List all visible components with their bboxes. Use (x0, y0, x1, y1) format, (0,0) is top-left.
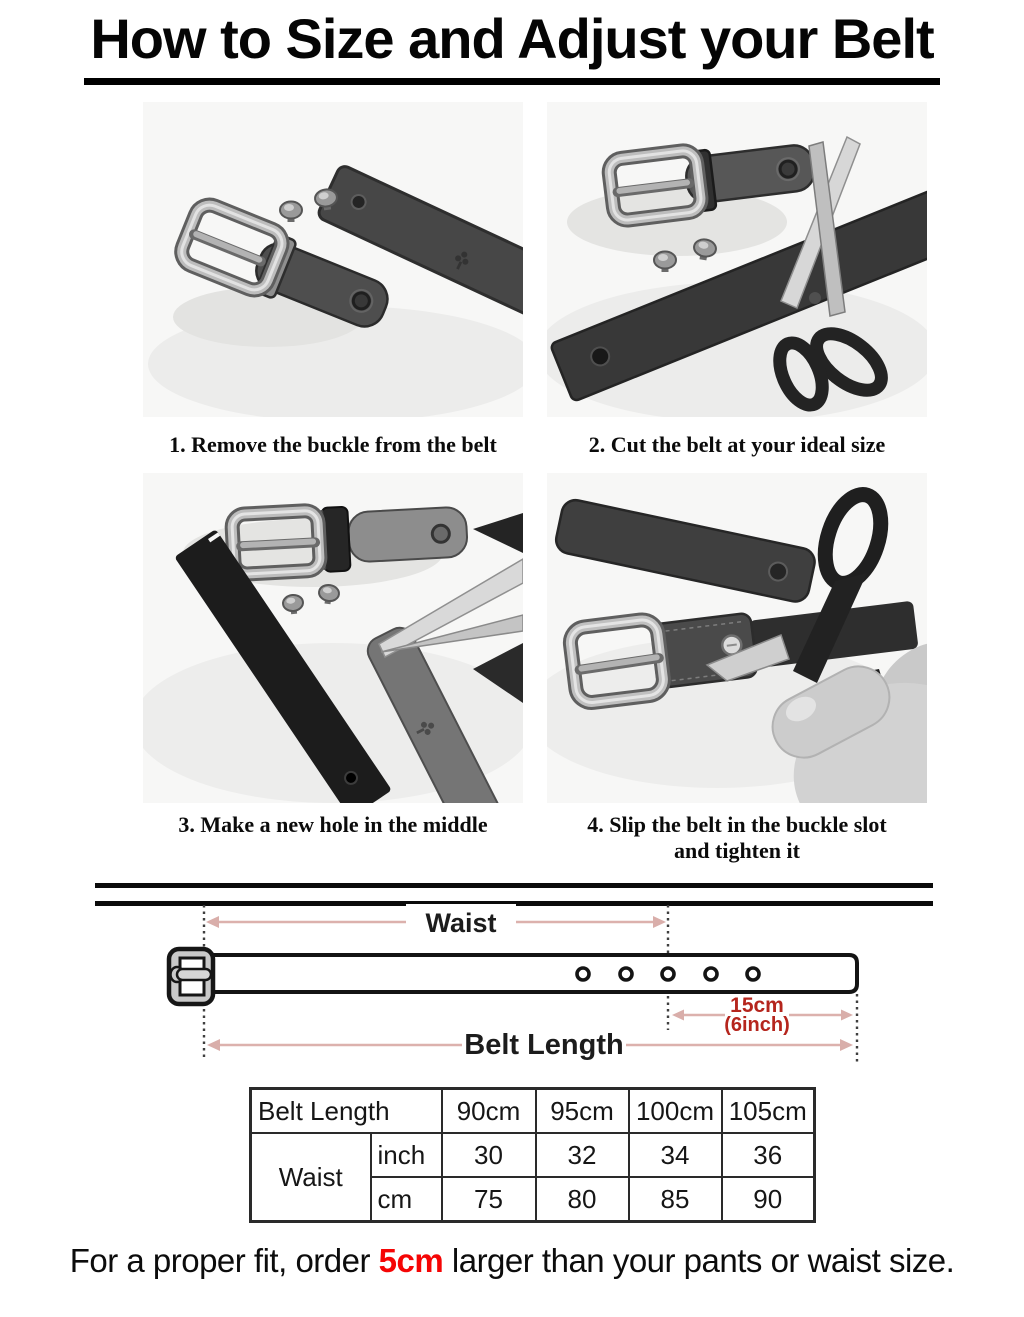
belt-length-label: Belt Length (464, 1029, 624, 1061)
waist-inch-value: 34 (629, 1133, 722, 1177)
fit-advice-text (0, 1242, 1024, 1280)
waist-inch-value: 36 (722, 1133, 815, 1177)
step-4-caption-line2: and tighten it (674, 838, 800, 864)
waist-label: Waist (425, 908, 497, 938)
step-1-photo (143, 102, 523, 417)
punch-hole-illustration (143, 473, 523, 803)
step-4-caption-line1: 4. Slip the belt in the buckle slot (587, 812, 887, 837)
step-4-photo (547, 473, 927, 803)
step-3-caption (143, 812, 523, 838)
length-90-cell: 90cm (442, 1089, 536, 1134)
offset-label-line2: (6inch) (724, 1014, 790, 1036)
step-2-caption (547, 432, 927, 458)
waist-measure-arrow (206, 904, 666, 940)
waist-cm-value: 80 (536, 1177, 629, 1222)
fit-advice-highlight: 5cm (378, 1242, 444, 1279)
table-row-inch (251, 1133, 815, 1177)
unit-inch-cell: inch (371, 1133, 442, 1177)
length-105-cell: 105cm (722, 1089, 815, 1134)
offset-label-line1: 15cm (730, 994, 784, 1017)
waist-inch-value: 32 (536, 1133, 629, 1177)
cutting-belt-illustration (547, 102, 927, 417)
step-3-caption-line1: 3. Make a new hole in the middle (178, 812, 488, 837)
waist-cm-value: 85 (629, 1177, 722, 1222)
waist-inch-value: 30 (442, 1133, 536, 1177)
buckle-outline (169, 949, 213, 1004)
step-4-caption (547, 812, 927, 865)
offset-measure-arrow (672, 994, 853, 1036)
step-1-caption (143, 432, 523, 458)
waist-header-cell: Waist (251, 1133, 371, 1222)
size-chart-table (249, 1087, 816, 1223)
fit-advice-prefix: For a proper fit, order (69, 1242, 379, 1279)
length-100-cell: 100cm (629, 1089, 722, 1134)
belt-buckle-removed-illustration (143, 102, 523, 417)
step-1-caption-line1: 1. Remove the buckle from the belt (169, 432, 497, 457)
page-title: How to Size and Adjust your Belt (84, 8, 939, 85)
page-title-wrap (0, 8, 1024, 85)
belt-measurement-diagram (90, 895, 940, 1075)
waist-cm-value: 75 (442, 1177, 536, 1222)
waist-cm-value: 90 (722, 1177, 815, 1222)
table-row-header (251, 1089, 815, 1134)
unit-cm-cell: cm (371, 1177, 442, 1222)
length-95-cell: 95cm (536, 1089, 629, 1134)
step-2-caption-line1: 2. Cut the belt at your ideal size (588, 432, 886, 457)
belt-length-header-cell: Belt Length (251, 1089, 442, 1134)
slip-belt-in-buckle-illustration (547, 473, 927, 803)
fit-advice-suffix: larger than your pants or waist size. (443, 1242, 955, 1279)
step-3-photo (143, 473, 523, 803)
step-2-photo (547, 102, 927, 417)
